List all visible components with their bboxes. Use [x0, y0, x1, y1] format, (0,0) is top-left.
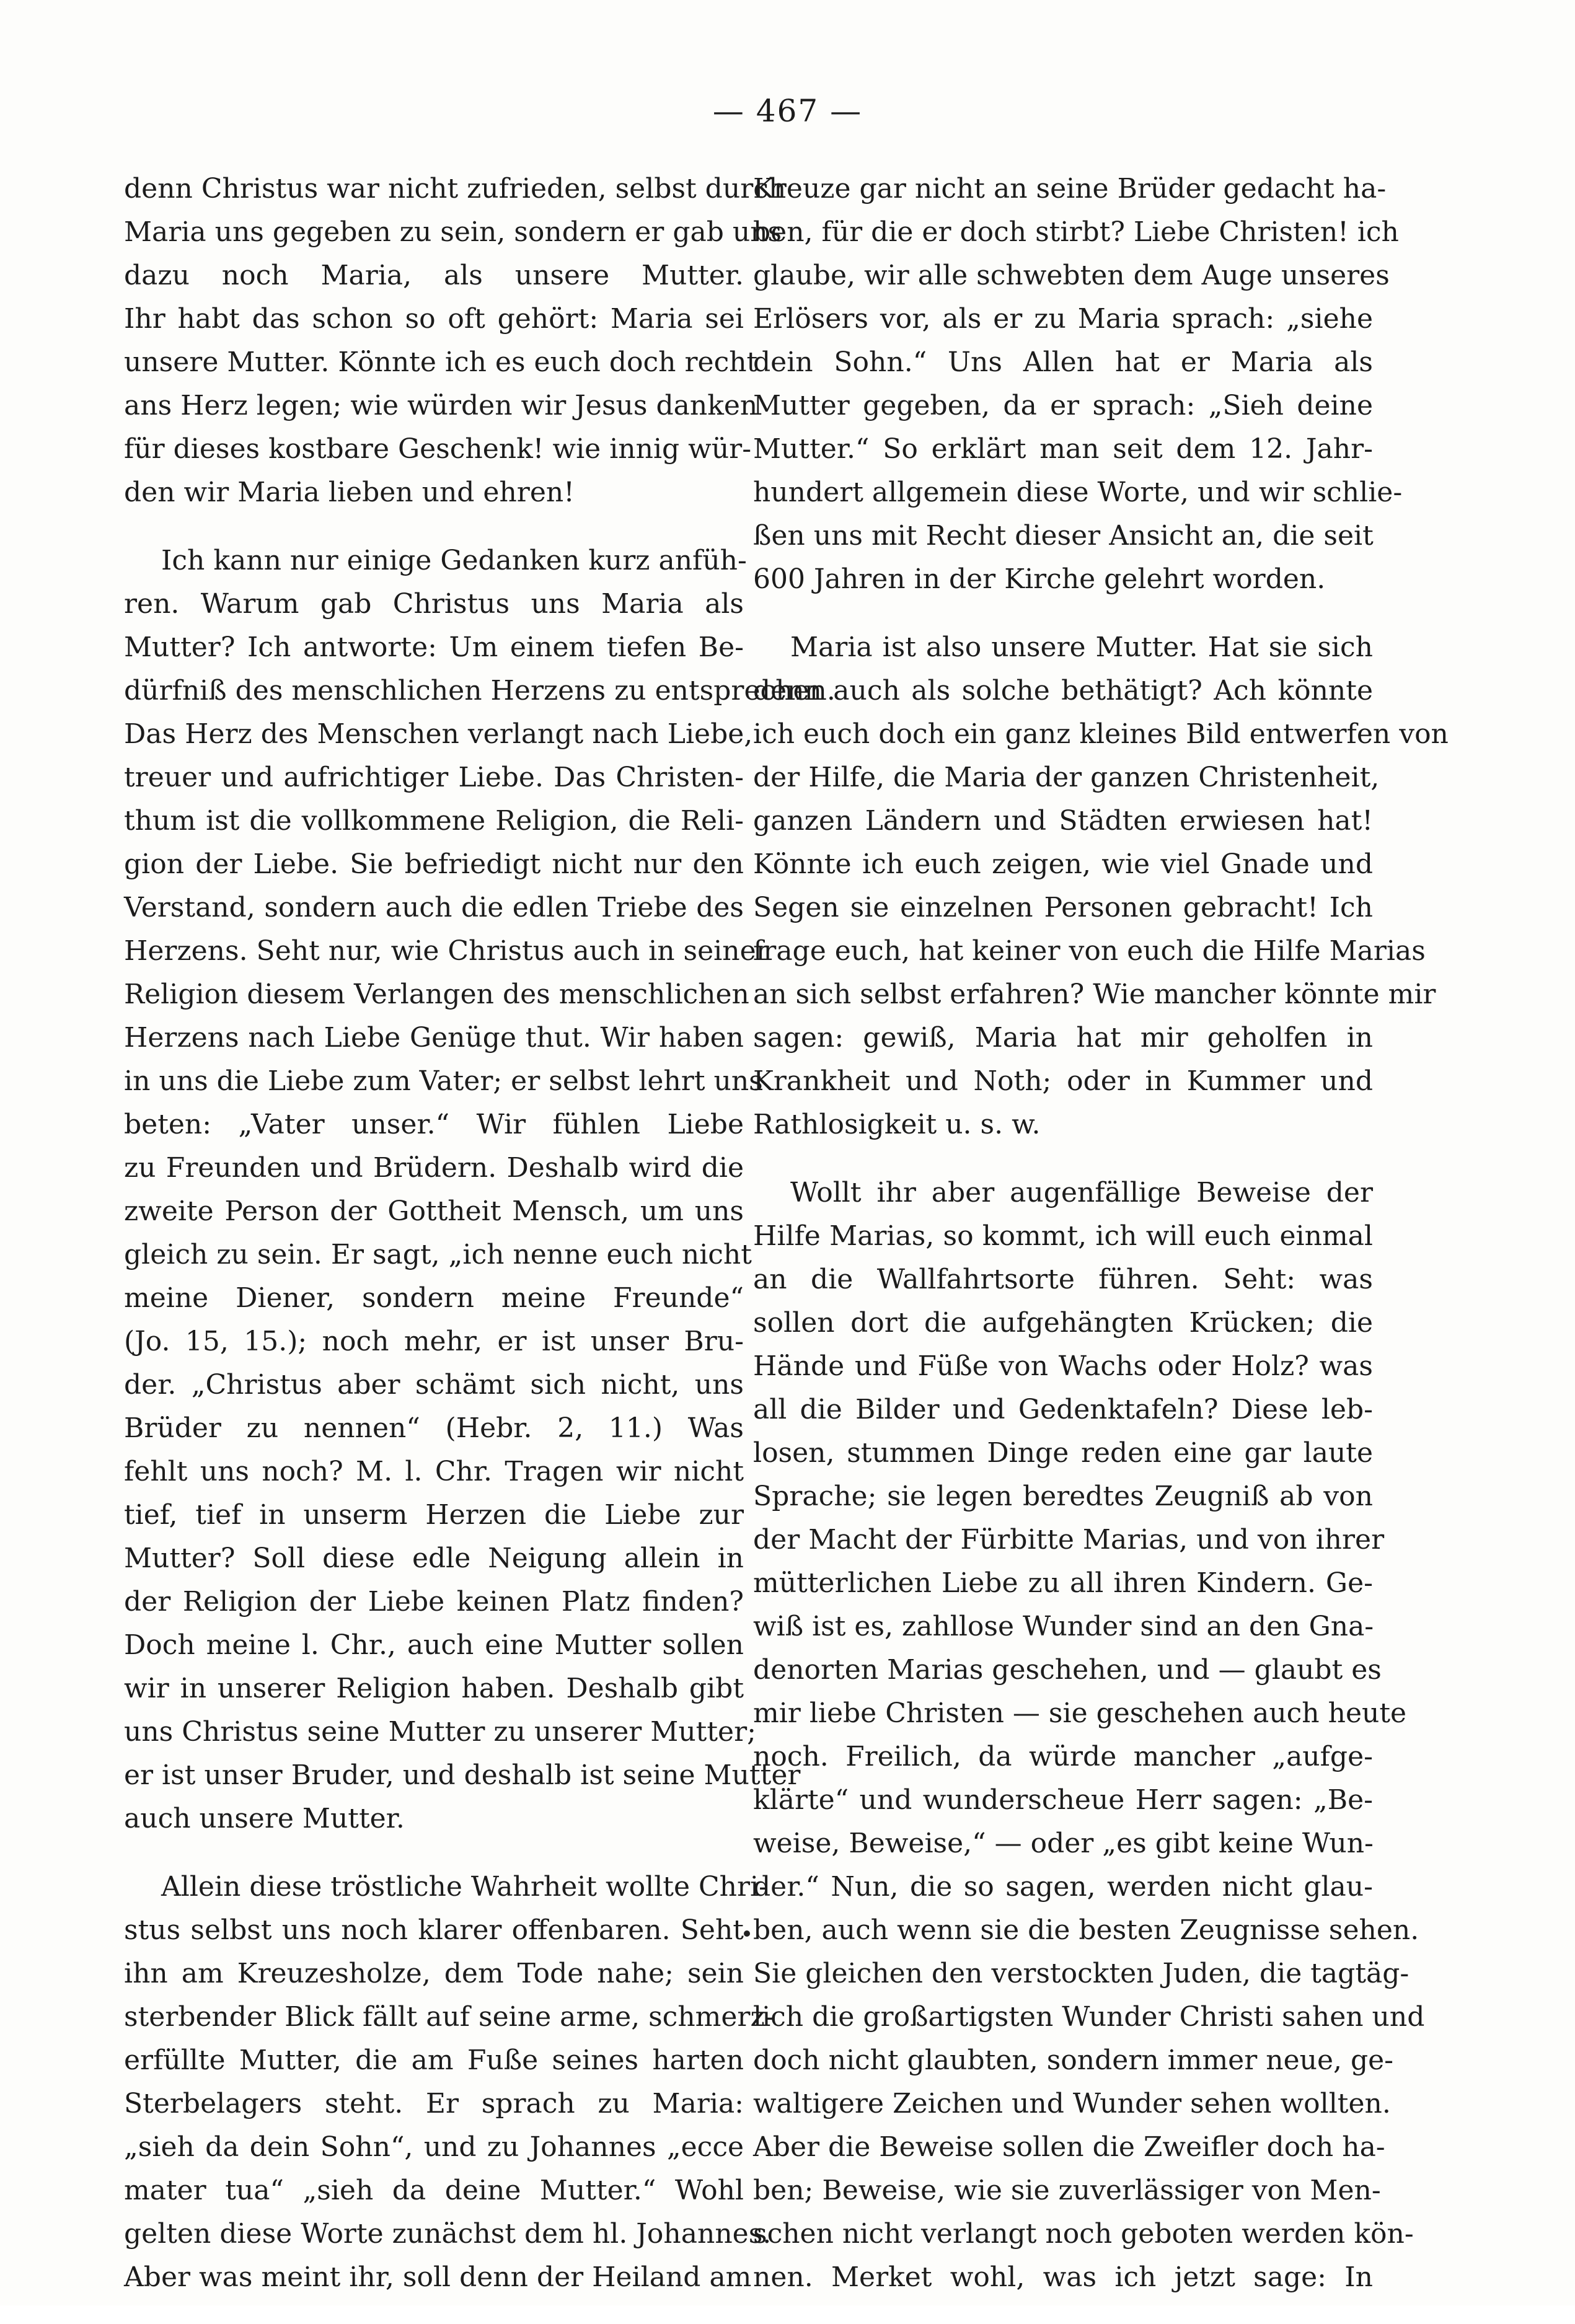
text-line: klärte“ und wunderscheue Herr sagen: „Be- [753, 1784, 1373, 1816]
paragraph [753, 626, 1449, 1147]
text-line: doch nicht glaubten, sondern immer neue, ge- [753, 2045, 1394, 2076]
text-line: dazu noch Maria, als unsere Mutter. [124, 260, 744, 291]
left-column [124, 167, 836, 2324]
text-line: Wollt ihr aber augenfällige Beweise der [790, 1177, 1373, 1208]
text-line: der. „Christus aber schämt sich nicht, uns [124, 1369, 744, 1401]
text-line: der Religion der Liebe keinen Platz finden? [124, 1586, 744, 1618]
page-number: — 467 — [712, 93, 863, 129]
text-line: thum ist die vollkommene Religion, die Reli- [124, 805, 744, 837]
text-line: gelten diese Worte zunächst dem hl. Johannes. [124, 2218, 772, 2250]
text-line: ans Herz legen; wie würden wir Jesus danken [124, 390, 758, 421]
text-line: erfüllte Mutter, die am Fuße seines harten [124, 2045, 744, 2076]
text-line: der.“ Nun, die so sagen, werden nicht glau- [753, 1871, 1373, 1903]
paragraph [753, 167, 1403, 601]
text-line: Doch meine l. Chr., auch eine Mutter sollen [124, 1629, 744, 1661]
text-line: Ihr habt das schon so oft gehört: Maria sei [124, 303, 744, 335]
text-line: Könnte ich euch zeigen, wie viel Gnade und [753, 848, 1373, 880]
text-line: ben, für die er doch stirbt? Liebe Christen! ich [753, 216, 1399, 248]
text-line: Sprache; sie legen beredtes Zeugniß ab von [753, 1481, 1373, 1512]
text-line: all die Bilder und Gedenktafeln? Diese leb- [753, 1394, 1373, 1425]
text-line: Sterbelagers steht. Er sprach zu Maria: [124, 2088, 744, 2119]
text-line: den wir Maria lieben und ehren! [124, 477, 575, 508]
text-line: 600 Jahren in der Kirche gelehrt worden. [753, 563, 1326, 595]
text-line: sollen dort die aufgehängten Krücken; die [753, 1307, 1373, 1339]
text-line: auch unsere Mutter. [124, 1803, 405, 1834]
text-line: denn auch als solche bethätigt? Ach könnte [753, 675, 1373, 706]
text-line: für dieses kostbare Geschenk! wie innig wür- [124, 433, 752, 465]
text-line: wiß ist es, zahllose Wunder sind an den Gna- [753, 1611, 1374, 1642]
text-line: gleich zu sein. Er sagt, „ich nenne euch nicht [124, 1239, 752, 1270]
text-line: schen nicht verlangt noch geboten werden kön- [753, 2218, 1414, 2250]
text-line: Maria ist also unsere Mutter. Hat sie sich [790, 632, 1373, 663]
text-line: er ist unser Bruder, und deshalb ist seine Mutter [124, 1759, 801, 1791]
paragraph [753, 1171, 1425, 2299]
text-line: Herzens. Seht nur, wie Christus auch in seiner [124, 935, 769, 967]
paragraph [124, 539, 836, 1841]
text-line: hundert allgemein diese Worte, und wir schlie- [753, 477, 1403, 508]
text-line: Kreuze gar nicht an seine Brüder gedacht ha- [753, 173, 1387, 205]
text-line: dürfniß des menschlichen Herzens zu entsprechen. [124, 675, 836, 706]
text-line: mir liebe Christen — sie geschehen auch heute [753, 1697, 1407, 1729]
text-line: Krankheit und Noth; oder in Kummer und [753, 1065, 1373, 1097]
text-line: stus selbst uns noch klarer offenbaren. Seht [124, 1914, 744, 1946]
text-line: der Macht der Fürbitte Marias, und von ihrer [753, 1524, 1385, 1556]
text-line: noch. Freilich, da würde mancher „aufge- [753, 1741, 1373, 1772]
text-line: lich die großartigsten Wunder Christi sahen und [753, 2001, 1425, 2033]
text-line: tief, tief in unserm Herzen die Liebe zur [124, 1499, 744, 1531]
text-line: wir in unserer Religion haben. Deshalb gibt [124, 1673, 744, 1704]
right-column [753, 167, 1449, 2324]
text-line: ganzen Ländern und Städten erwiesen hat! [753, 805, 1373, 837]
text-line: Religion diesem Verlangen des menschlichen [124, 979, 749, 1010]
text-line: beten: „Vater unser.“ Wir fühlen Liebe [124, 1109, 744, 1140]
text-line: zu Freunden und Brüdern. Deshalb wird die [124, 1152, 744, 1184]
text-line: dein Sohn.“ Uns Allen hat er Maria als [753, 346, 1373, 378]
text-line: Herzens nach Liebe Genüge thut. Wir haben [124, 1022, 744, 1054]
text-line: Allein diese tröstliche Wahrheit wollte Chri- [161, 1871, 768, 1903]
text-line: Das Herz des Menschen verlangt nach Liebe, [124, 718, 753, 750]
text-line: weise, Beweise,“ — oder „es gibt keine Wun- [753, 1828, 1374, 1859]
text-line: glaube, wir alle schwebten dem Auge unseres [753, 260, 1390, 291]
text-line: Erlösers vor, als er zu Maria sprach: „siehe [753, 303, 1373, 335]
text-line: Maria uns gegeben zu sein, sondern er gab uns [124, 216, 782, 248]
text-line: losen, stummen Dinge reden eine gar laute [753, 1437, 1373, 1469]
text-line: Rathlosigkeit u. s. w. [753, 1109, 1041, 1140]
text-line: ihn am Kreuzesholze, dem Tode nahe; sein [124, 1958, 744, 1989]
text-line: mater tua“ „sieh da deine Mutter.“ Wohl [124, 2175, 744, 2206]
text-line: Mutter? Soll diese edle Neigung allein in [124, 1543, 744, 1574]
text-line: Aber was meint ihr, soll denn der Heiland am [124, 2261, 752, 2293]
text-line: meine Diener, sondern meine Freunde“ [124, 1282, 744, 1314]
text-line: denn Christus war nicht zufrieden, selbst durch [124, 173, 787, 205]
text-line: mütterlichen Liebe zu all ihren Kindern. Ge- [753, 1567, 1373, 1599]
text-line: Verstand, sondern auch die edlen Triebe des [124, 892, 744, 923]
text-line: treuer und aufrichtiger Liebe. Das Christen- [124, 762, 744, 793]
text-line: (Jo. 15, 15.); noch mehr, er ist unser Bru- [124, 1326, 744, 1357]
text-line: unsere Mutter. Könnte ich es euch doch recht [124, 346, 758, 378]
text-line: Hilfe Marias, so kommt, ich will euch einmal [753, 1220, 1373, 1252]
text-line: uns Christus seine Mutter zu unserer Mutter; [124, 1716, 756, 1748]
text-line: „sieh da dein Sohn“, und zu Johannes „ecce [124, 2131, 744, 2163]
text-line: ben, auch wenn sie die besten Zeugnisse sehen. [753, 1914, 1419, 1946]
text-line: Mutter.“ So erklärt man seit dem 12. Jahr- [753, 433, 1373, 465]
text-line: sterbender Blick fällt auf seine arme, schmerz- [124, 2001, 774, 2033]
text-line: sagen: gewiß, Maria hat mir geholfen in [753, 1022, 1373, 1054]
text-line: gion der Liebe. Sie befriedigt nicht nur den [124, 848, 744, 880]
text-line: an die Wallfahrtsorte führen. Seht: was [753, 1264, 1373, 1295]
text-line: Mutter? Ich antworte: Um einem tiefen Be- [124, 632, 744, 663]
text-line: in uns die Liebe zum Vater; er selbst lehrt uns [124, 1065, 763, 1097]
text-line: Aber die Beweise sollen die Zweifler doch ha- [753, 2131, 1385, 2163]
text-line: nen. Merket wohl, was ich jetzt sage: In [753, 2261, 1373, 2293]
text-line: Sie gleichen den verstockten Juden, die tagtäg- [753, 1958, 1410, 1989]
text-line: denorten Marias geschehen, und — glaubt es [753, 1654, 1382, 1686]
paragraph [124, 1865, 774, 2299]
paragraph [124, 167, 787, 514]
text-line: ich euch doch ein ganz kleines Bild entwerfen von [753, 718, 1449, 750]
text-line: Mutter gegeben, da er sprach: „Sieh deine [753, 390, 1373, 421]
text-line: Brüder zu nennen“ (Hebr. 2, 11.) Was [124, 1412, 744, 1444]
text-line: zweite Person der Gottheit Mensch, um uns [124, 1195, 744, 1227]
text-line: ren. Warum gab Christus uns Maria als [124, 588, 744, 620]
margin-dot [744, 1930, 750, 1937]
text-line: fehlt uns noch? M. l. Chr. Tragen wir nicht [124, 1456, 744, 1487]
text-line: ßen uns mit Recht dieser Ansicht an, die seit [753, 520, 1374, 552]
text-line: Segen sie einzelnen Personen gebracht! Ich [753, 892, 1373, 923]
text-line: Ich kann nur einige Gedanken kurz anfüh- [161, 545, 747, 576]
text-line: Hände und Füße von Wachs oder Holz? was [753, 1350, 1373, 1382]
text-line: an sich selbst erfahren? Wie mancher könnte mir [753, 979, 1436, 1010]
text-line: der Hilfe, die Maria der ganzen Christenheit, [753, 762, 1380, 793]
text-line: frage euch, hat keiner von euch die Hilfe Marias [753, 935, 1426, 967]
text-line: ben; Beweise, wie sie zuverlässiger von Men- [753, 2175, 1381, 2206]
text-line: waltigere Zeichen und Wunder sehen wollten. [753, 2088, 1391, 2119]
